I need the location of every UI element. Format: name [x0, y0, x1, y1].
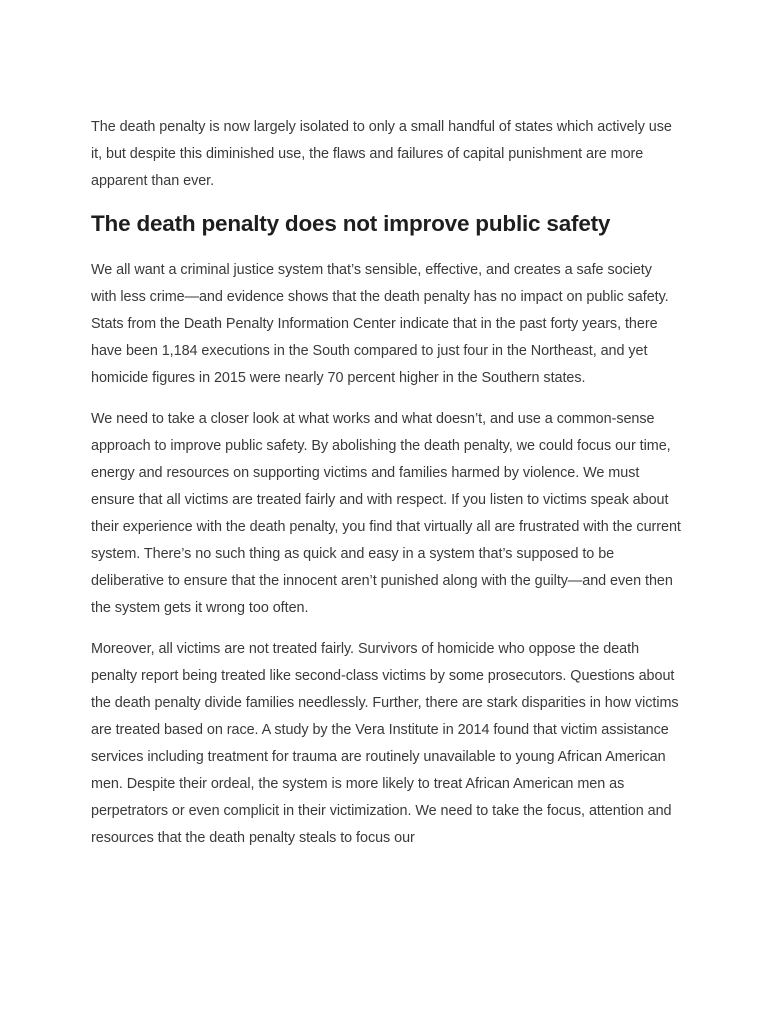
body-paragraph-2: We need to take a closer look at what works and what doesn’t, and use a common-sense approach to improve public safety. By abolishing the death penalty, we could focus our time, energy and resources on supporting victims and families harmed by violence. We must ensure that all victims are treated fairly and with respect. If you listen to victims speak about their experience with the death penalty, you find that virtually all are frustrated with the current system. There’s no such thing as quick and easy in a system that’s supposed to be deliberative to ensure that the innocent aren’t punished along with the guilty—and even then the system gets it wrong too often. — [91, 411, 681, 616]
intro-paragraph: The death penalty is now largely isolated to only a small handful of states which actively use it, but despite this diminished use, the flaws and failures of capital punishment are more apparent than ever. — [91, 119, 672, 189]
document-page — [91, 114, 681, 866]
body-paragraph-3: Moreover, all victims are not treated fairly. Survivors of homicide who oppose the death penalty report being treated like second-class victims by some prosecutors. Questions about the death penalty divide families needlessly. Further, there are stark disparities in how victims are treated based on race. A study by the Vera Institute in 2014 found that victim assistance services including treatment for trauma are routinely unavailable to young African American men. Despite their ordeal, the system is more likely to treat African American men as perpetrators or even complicit in their victimization. We need to take the focus, attention and resources that the death penalty steals to focus our — [91, 641, 679, 846]
body-paragraph-1: We all want a criminal justice system that’s sensible, effective, and creates a safe society with less crime—and evidence shows that the death penalty has no impact on public safety. Stats from the Death Penalty Information Center indicate that in the past forty years, there have been 1,184 executions in the South compared to just four in the Northeast, and yet homicide figures in 2015 were nearly 70 percent higher in the Southern states. — [91, 262, 669, 386]
section-heading: The death penalty does not improve public safety — [91, 211, 611, 236]
